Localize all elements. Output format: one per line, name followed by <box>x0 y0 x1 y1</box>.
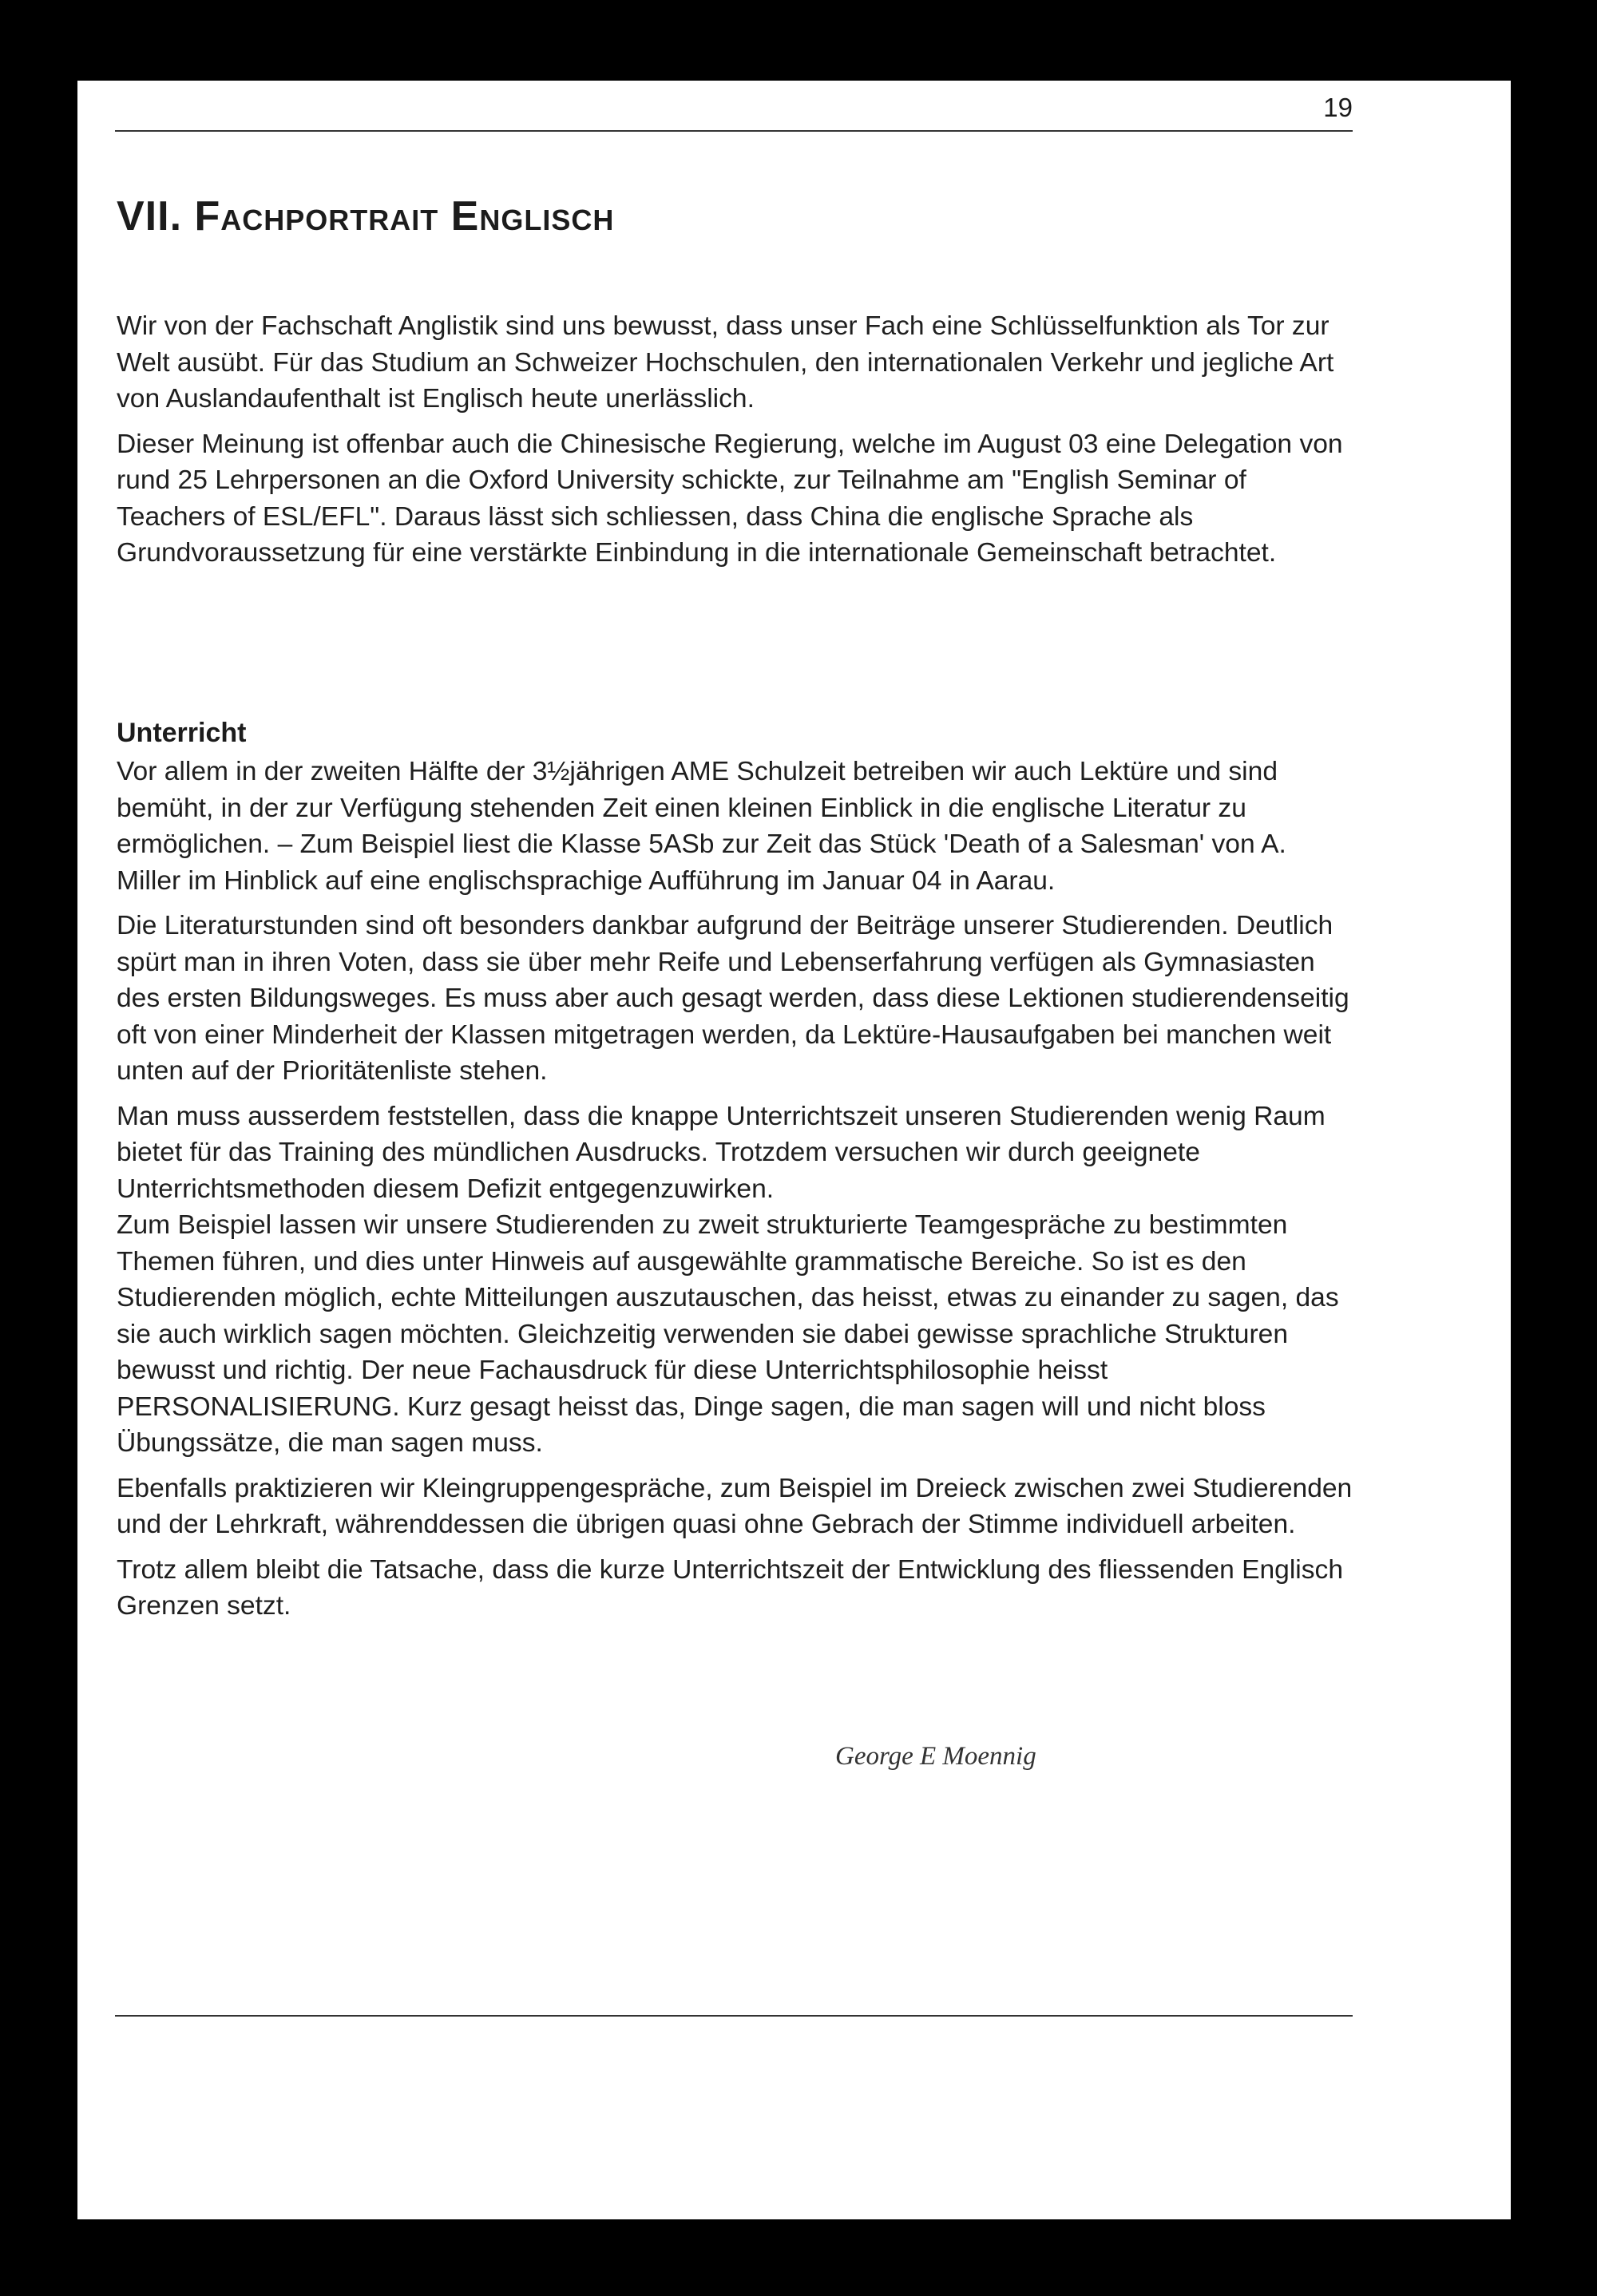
page-number: 19 <box>1323 93 1353 122</box>
author-signature: George E Moennig <box>835 1742 1036 1771</box>
section-heading: Unterricht <box>117 718 247 748</box>
header-rule <box>115 130 1353 132</box>
section-paragraph: Man muss ausserdem feststellen, dass die knappe Unterrichtszeit unseren Studierenden wenig Raum bietet für das Training des mündlichen Ausdrucks. Trotzdem versuchen wir durch geeignete Unterrichtsmethoden diesem Defizit entgegenzuwirken. <box>117 1101 1326 1204</box>
footer-rule <box>115 2015 1353 2017</box>
section-paragraph: Zum Beispiel lassen wir unsere Studierenden zu zweit strukturierte Teamgespräche zu bestimmten Themen führen, und dies unter Hinweis auf ausgewählte grammatische Bereiche. So ist es den Studierenden möglich, echte Mitteilungen auszutauschen, das heisst, etwas zu einander zu sagen, das sie auch wirklich sagen möchten. Gleichzeitig verwenden sie dabei gewisse sprachliche Strukturen bewusst und richtig. Der neue Fachausdruck für diese Unterrichtsphilosophie heisst PERSONALISIERUNG. Kurz gesagt heisst das, Dinge sagen, die man sagen will und nicht bloss Übungssätze, die man sagen muss. <box>117 1210 1339 1458</box>
intro-text <box>117 308 1353 580</box>
section-paragraph: Ebenfalls praktizieren wir Kleingruppengespräche, zum Beispiel im Dreieck zwischen zwei Studierenden und der Lehrkraft, währenddessen die übrigen quasi ohne Gebrach der Stimme individuell arbeiten. <box>117 1473 1353 1539</box>
chapter-title: VII. Fachportrait Englisch <box>117 193 615 239</box>
intro-paragraph: Wir von der Fachschaft Anglistik sind uns bewusst, dass unser Fach eine Schlüsselfunktion als Tor zur Welt ausübt. Für das Studium an Schweizer Hochschulen, den internationalen Verkehr und jegliche Art von Auslandaufenthalt ist Englisch heute unerlässlich. <box>117 311 1334 414</box>
section-paragraph: Die Literaturstunden sind oft besonders dankbar aufgrund der Beiträge unserer Studierenden. Deutlich spürt man in ihren Voten, dass sie über mehr Reife und Lebenserfahrung verfügen als Gymnasiasten des ersten Bildungsweges. Es muss aber auch gesagt werden, dass diese Lektionen studierendenseitig oft von einer Minderheit der Klassen mitgetragen werden, da Lektüre-Hausaufgaben bei manchen weit unten auf der Prioritätenliste stehen. <box>117 911 1349 1086</box>
section-paragraph: Trotz allem bleibt die Tatsache, dass die kurze Unterrichtszeit der Entwicklung des fliessenden Englisch Grenzen setzt. <box>117 1554 1344 1621</box>
section-text <box>117 754 1353 1633</box>
section-paragraph: Vor allem in der zweiten Hälfte der 3½jährigen AME Schulzeit betreiben wir auch Lektüre und sind bemüht, in der zur Verfügung stehenden Zeit einen kleinen Einblick in die englische Literatur zu ermöglichen. – Zum Beispiel liest die Klasse 5ASb zur Zeit das Stück 'Death of a Salesman' von A. Miller im Hinblick auf eine englischsprachige Aufführung im Januar 04 in Aarau. <box>117 757 1286 896</box>
intro-paragraph: Dieser Meinung ist offenbar auch die Chinesische Regierung, welche im August 03 eine Delegation von rund 25 Lehrpersonen an die Oxford University schickte, zur Teilnahme am "English Seminar of Teachers of ESL/EFL". Daraus lässt sich schliessen, dass China die englische Sprache als Grundvoraussetzung für eine verstärkte Einbindung in die internationale Gemeinschaft betrachtet. <box>117 429 1343 568</box>
